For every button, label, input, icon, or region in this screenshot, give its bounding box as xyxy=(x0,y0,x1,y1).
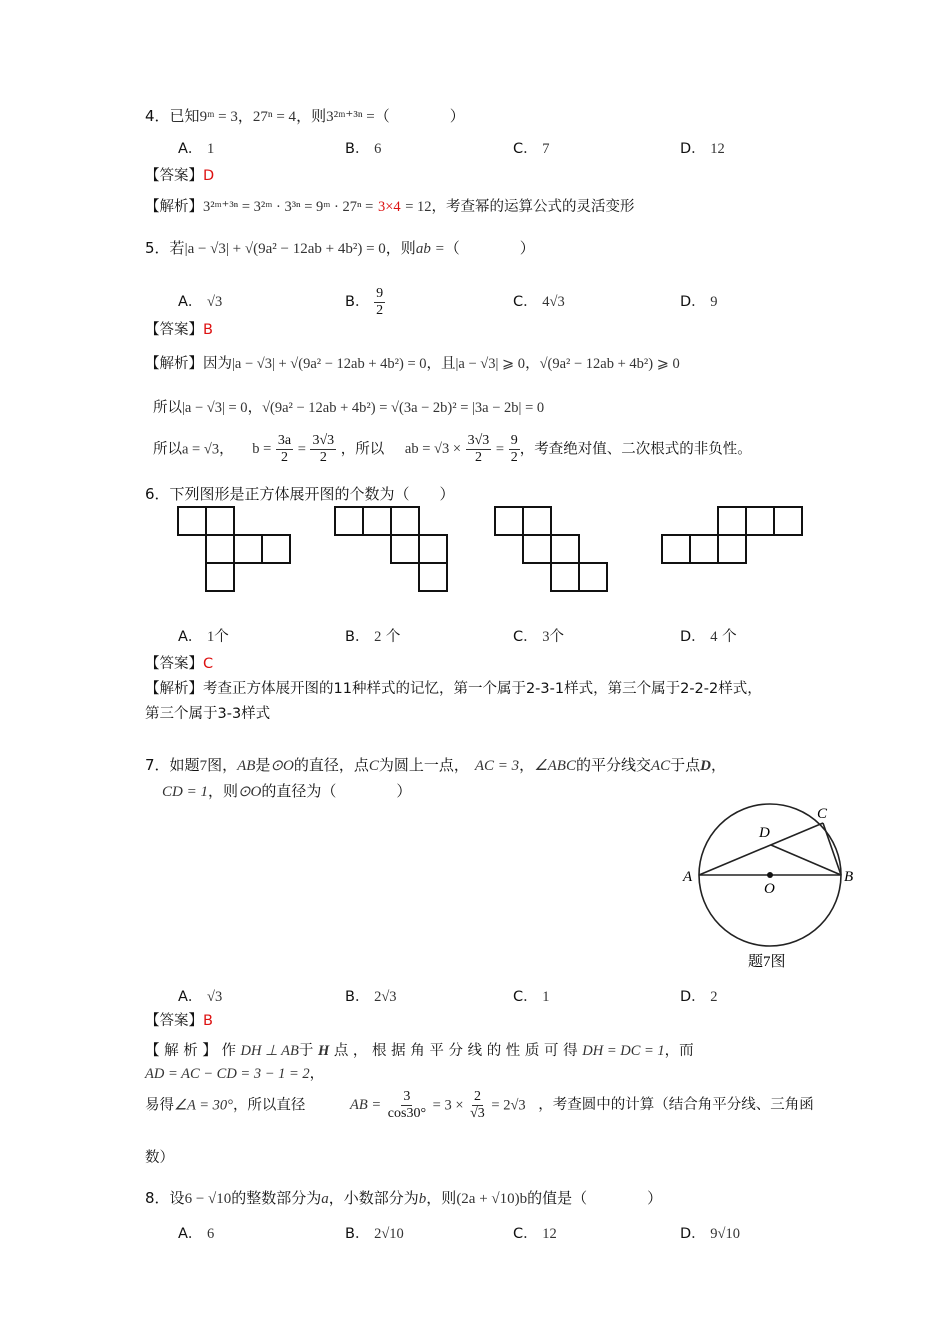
analysis-text: ，考查幂的运算公式的灵活变形 xyxy=(431,199,635,215)
q7-math: ⊙O xyxy=(270,758,294,774)
q8-text: ，则 xyxy=(426,1189,457,1207)
label-b: B xyxy=(844,869,854,885)
answer-value: C xyxy=(203,656,214,672)
fraction-denominator: 2 xyxy=(474,450,482,465)
q7-number: 7． xyxy=(145,756,170,774)
q4-text: 已知 xyxy=(169,107,200,125)
q7-option-a xyxy=(178,985,222,1006)
bisector-bd xyxy=(771,845,841,875)
option-label: D． xyxy=(680,294,706,310)
cube-net-3 xyxy=(495,507,607,591)
q4-option-d xyxy=(680,137,725,158)
option-value: 12 xyxy=(542,1226,557,1242)
fraction-denominator: √3 xyxy=(470,1106,485,1121)
q5-option-a xyxy=(178,290,222,311)
q5-analysis-line-3 xyxy=(153,434,752,465)
q4-option-b xyxy=(345,137,381,158)
analysis-math: |a − √3| = 0 xyxy=(182,400,248,416)
analysis-text: 易得 xyxy=(145,1097,174,1114)
analysis-math: |a − √3| + √(9a² − 12ab + 4b²) = 0 xyxy=(232,356,427,372)
q6-analysis-line-2 xyxy=(145,702,270,723)
cube-nets-figure xyxy=(170,500,810,600)
q8-stem xyxy=(145,1187,662,1208)
q4-expression: 3²ᵐ⁺³ⁿ = xyxy=(326,109,375,125)
analysis-text: 第三个属于3-3样式 xyxy=(145,706,271,722)
q5-option-d xyxy=(680,290,718,311)
answer-label: 【答案】 xyxy=(145,168,203,184)
q7-text: ，则 xyxy=(207,782,238,800)
fraction-9-over-2 xyxy=(509,434,520,465)
option-unit: 个 xyxy=(385,629,401,645)
q4-text-b: ，则 xyxy=(296,107,327,125)
fraction-denominator: cos30° xyxy=(387,1106,427,1121)
q7-math: C xyxy=(368,758,379,774)
option-label: D． xyxy=(680,1226,706,1242)
option-label: A． xyxy=(178,141,203,157)
q7-math: D xyxy=(700,758,712,774)
q8-text: ，小数部分为 xyxy=(328,1189,419,1207)
analysis-text: ， xyxy=(219,441,234,458)
q7-math: AB xyxy=(237,758,256,774)
q8-math: b xyxy=(418,1191,427,1207)
q7-analysis-line-1 xyxy=(145,1039,694,1060)
fraction-numerator: 3a xyxy=(277,433,292,448)
q7-math: 7 xyxy=(199,758,208,774)
q4-sep: ， xyxy=(237,107,253,125)
q7-text: 是 xyxy=(255,756,271,774)
option-value: 2 xyxy=(710,989,718,1005)
q7-stem-line-2 xyxy=(162,780,411,801)
analysis-math: ab = √3 × xyxy=(404,441,462,458)
fraction-numerator: 9 xyxy=(510,433,518,448)
analysis-math: = 2√3 xyxy=(491,1097,526,1114)
option-value: 9√10 xyxy=(710,1226,740,1242)
fraction-numerator: 3√3 xyxy=(312,433,335,448)
q5-option-b xyxy=(345,264,385,318)
analysis-math: AB = xyxy=(350,1097,382,1114)
q7-analysis-line-2 xyxy=(145,1062,324,1083)
answer-value: B xyxy=(203,1013,213,1029)
option-label: B． xyxy=(345,629,370,645)
cube-net-4 xyxy=(662,507,802,563)
label-o: O xyxy=(764,881,775,897)
q7-analysis-line-4 xyxy=(145,1146,174,1167)
option-value: 9 xyxy=(710,294,718,310)
option-value: √3 xyxy=(207,294,223,310)
q5-analysis-line-1 xyxy=(145,352,680,373)
analysis-text: 数） xyxy=(145,1150,174,1166)
q6-analysis-line-1 xyxy=(145,677,762,698)
q4-answer xyxy=(145,164,214,185)
analysis-text: ， xyxy=(309,1066,325,1082)
option-unit: 个 xyxy=(722,629,737,645)
q6-option-c xyxy=(513,625,564,646)
q7-option-c xyxy=(513,985,549,1006)
q6-option-a xyxy=(178,625,229,646)
q6-text: 下列图形是正方体展开图的个数为（ ） xyxy=(169,485,455,503)
fraction-numerator: 2 xyxy=(473,1089,481,1104)
analysis-text: ，所以 xyxy=(340,441,385,458)
option-fraction xyxy=(374,287,385,318)
q4-blank: （ ） xyxy=(374,107,465,125)
analysis-label: 【 解 析 】 xyxy=(145,1043,217,1059)
option-unit: 个 xyxy=(214,629,229,645)
option-label: C． xyxy=(513,629,538,645)
q7-text: ， xyxy=(711,756,727,774)
analysis-text: ，考查绝对值、二次根式的非负性。 xyxy=(519,441,752,458)
analysis-text: ，考查圆中的计算（结合角平分线、三角函 xyxy=(538,1097,814,1114)
answer-value: B xyxy=(203,322,213,338)
q6-option-b xyxy=(345,625,400,646)
q5-stem xyxy=(145,237,535,258)
q7-option-b xyxy=(345,985,397,1006)
option-value: 1 xyxy=(207,141,215,157)
q7-text: 图， xyxy=(207,756,238,774)
q7-math: ⊙O xyxy=(237,784,262,800)
option-label: B． xyxy=(345,1226,370,1242)
q4-option-a xyxy=(178,137,214,158)
answer-label: 【答案】 xyxy=(145,656,203,672)
label-d: D xyxy=(759,825,770,841)
option-value: 3 xyxy=(542,629,550,645)
q5-condition: |a − √3| + √(9a² − 12ab + 4b²) = 0 xyxy=(184,241,386,257)
q8-text: 的值是（ ） xyxy=(527,1189,663,1207)
cube-net-1 xyxy=(178,507,290,591)
q7-option-d xyxy=(680,985,718,1006)
analysis-math: |a − √3| ⩾ 0 xyxy=(455,356,526,372)
q7-text: 的直径为（ ） xyxy=(261,782,412,800)
option-value: 4√3 xyxy=(542,294,565,310)
fraction-3-over-cos30 xyxy=(386,1090,428,1121)
analysis-text: 因为 xyxy=(203,356,232,372)
q7-text: 的直径，点 xyxy=(293,756,369,774)
option-value: 2 xyxy=(374,629,382,645)
option-value: 2√3 xyxy=(374,989,397,1005)
option-label: C． xyxy=(513,1226,538,1242)
q7-text: 如题 xyxy=(169,756,200,774)
q8-math: a xyxy=(321,1191,329,1207)
q8-option-c xyxy=(513,1222,557,1243)
q6-option-d xyxy=(680,625,737,646)
fraction-numerator: 3√3 xyxy=(467,433,490,448)
option-label: A． xyxy=(178,1226,203,1242)
analysis-label: 【解析】 xyxy=(145,681,203,697)
analysis-math: b = xyxy=(252,441,272,458)
analysis-text: 考查正方体展开图的11种样式的记忆，第一个属于2-3-1样式，第三个属于2-2-2样式， xyxy=(203,681,762,697)
fraction-3root3-over-2 xyxy=(310,434,336,465)
q7-analysis-line-3 xyxy=(145,1090,814,1121)
analysis-highlight: 3×4 xyxy=(377,199,401,215)
q8-text: 的整数部分为 xyxy=(231,1189,322,1207)
fraction-denominator: 2 xyxy=(376,302,384,318)
answer-label: 【答案】 xyxy=(145,322,203,338)
analysis-label: 【解析】 xyxy=(145,356,203,372)
answer-label: 【答案】 xyxy=(145,1013,203,1029)
fraction-3a-over-2 xyxy=(276,434,293,465)
option-value: 7 xyxy=(542,141,550,157)
q5-expression: ab = xyxy=(415,241,445,257)
option-label: C． xyxy=(513,989,538,1005)
option-value: 1 xyxy=(542,989,550,1005)
q8-text: 设 xyxy=(169,1189,185,1207)
fraction-numerator: 9 xyxy=(376,285,384,301)
q8-math: (2a + √10)b xyxy=(456,1191,528,1207)
analysis-math: 3²ᵐ⁺³ⁿ = 3²ᵐ · 3³ⁿ = 9ᵐ · 27ⁿ = xyxy=(203,199,374,215)
option-value: 2√10 xyxy=(374,1226,404,1242)
q7-math: AC = 3 xyxy=(474,758,520,774)
q4-stem xyxy=(145,105,465,126)
q7-answer xyxy=(145,1009,213,1030)
q8-option-d xyxy=(680,1222,740,1243)
analysis-text: ，而 xyxy=(664,1043,694,1059)
q5-text-b: ，则 xyxy=(385,239,416,257)
analysis-text: 于 xyxy=(298,1043,314,1059)
option-label: A． xyxy=(178,629,203,645)
option-unit: 个 xyxy=(549,629,564,645)
option-label: B． xyxy=(345,294,370,310)
q4-analysis xyxy=(145,195,635,216)
answer-value: D xyxy=(203,168,215,184)
option-value: 6 xyxy=(207,1226,215,1242)
analysis-text: ， xyxy=(525,356,540,372)
q4-condition-1: 9ᵐ = 3 xyxy=(199,109,238,125)
q7-math: AC xyxy=(650,758,671,774)
analysis-text: ， xyxy=(247,400,263,416)
option-value: 6 xyxy=(374,141,382,157)
option-label: D． xyxy=(680,141,706,157)
analysis-math: ∠A = 30° xyxy=(174,1097,233,1114)
label-a: A xyxy=(683,869,693,885)
q6-answer xyxy=(145,652,213,673)
equals-sign: = xyxy=(297,441,306,458)
analysis-math: H xyxy=(317,1043,330,1059)
analysis-math: a = √3 xyxy=(182,441,220,458)
option-label: B． xyxy=(345,141,370,157)
q7-stem-line-1 xyxy=(145,754,726,775)
fraction-2-over-root3 xyxy=(468,1090,487,1121)
fraction-denominator: 2 xyxy=(280,450,288,465)
q4-number: 4． xyxy=(145,107,170,125)
q7-math: CD = 1 xyxy=(162,784,208,800)
fraction-denominator: 2 xyxy=(510,450,518,465)
q8-math: 6 − √10 xyxy=(184,1191,232,1207)
analysis-text: 所以 xyxy=(153,400,182,416)
analysis-text: 作 xyxy=(221,1043,236,1059)
option-label: A． xyxy=(178,294,203,310)
option-value: 12 xyxy=(710,141,725,157)
q4-condition-2: 27ⁿ = 4 xyxy=(252,109,297,125)
analysis-math: = 12 xyxy=(405,199,432,215)
option-label: C． xyxy=(513,294,538,310)
figure-caption: 题7图 xyxy=(748,954,786,970)
q5-number: 5． xyxy=(145,239,170,257)
analysis-math: AD = AC − CD = 3 − 1 = 2 xyxy=(145,1066,310,1082)
option-value: 1 xyxy=(207,629,215,645)
q7-math: ∠ABC xyxy=(534,758,576,774)
q5-analysis-line-2 xyxy=(153,396,544,417)
analysis-math: √(9a² − 12ab + 4b²) = √(3a − 2b)² = |3a − 2b| = 0 xyxy=(262,400,545,416)
analysis-text: ，所以直径 xyxy=(232,1097,306,1114)
q8-option-b xyxy=(345,1222,404,1243)
option-label: A． xyxy=(178,989,203,1005)
q7-text: 的平分线交 xyxy=(575,756,651,774)
q5-blank: （ ） xyxy=(444,239,535,257)
option-label: B． xyxy=(345,989,370,1005)
analysis-text: 所以 xyxy=(153,441,182,458)
fraction-numerator: 3 xyxy=(403,1089,411,1104)
option-label: D． xyxy=(680,629,706,645)
analysis-text: ，且 xyxy=(426,356,456,372)
q8-option-a xyxy=(178,1222,214,1243)
q7-text: ， xyxy=(519,756,535,774)
option-value: 4 xyxy=(710,629,718,645)
q5-answer xyxy=(145,318,213,339)
analysis-math: √(9a² − 12ab + 4b²) ⩾ 0 xyxy=(539,356,680,372)
fraction-denominator: 2 xyxy=(319,450,327,465)
analysis-label: 【解析】 xyxy=(145,199,203,215)
cube-net-2 xyxy=(335,507,447,591)
q7-circle-figure xyxy=(675,800,865,975)
q5-option-c xyxy=(513,290,565,311)
center-point xyxy=(767,872,773,878)
option-label: D． xyxy=(680,989,706,1005)
q6-number: 6． xyxy=(145,485,170,503)
equals-sign: = xyxy=(495,441,505,458)
chord-cb xyxy=(823,823,841,875)
label-c: C xyxy=(817,806,828,822)
q5-text: 若 xyxy=(169,239,185,257)
analysis-text: 点 ， 根 据 角 平 分 线 的 性 质 可 得 xyxy=(333,1043,578,1059)
option-label: C． xyxy=(513,141,538,157)
analysis-math: DH ⊥ AB xyxy=(240,1043,299,1059)
fraction-3root3-over-2 xyxy=(466,434,492,465)
q4-option-c xyxy=(513,137,549,158)
q7-text: 为圆上一点， xyxy=(378,756,469,774)
q7-text: 于点 xyxy=(670,756,701,774)
option-value: √3 xyxy=(207,989,223,1005)
analysis-math: DH = DC = 1 xyxy=(582,1043,665,1059)
analysis-math: = 3 × xyxy=(432,1097,464,1114)
q8-number: 8． xyxy=(145,1189,170,1207)
